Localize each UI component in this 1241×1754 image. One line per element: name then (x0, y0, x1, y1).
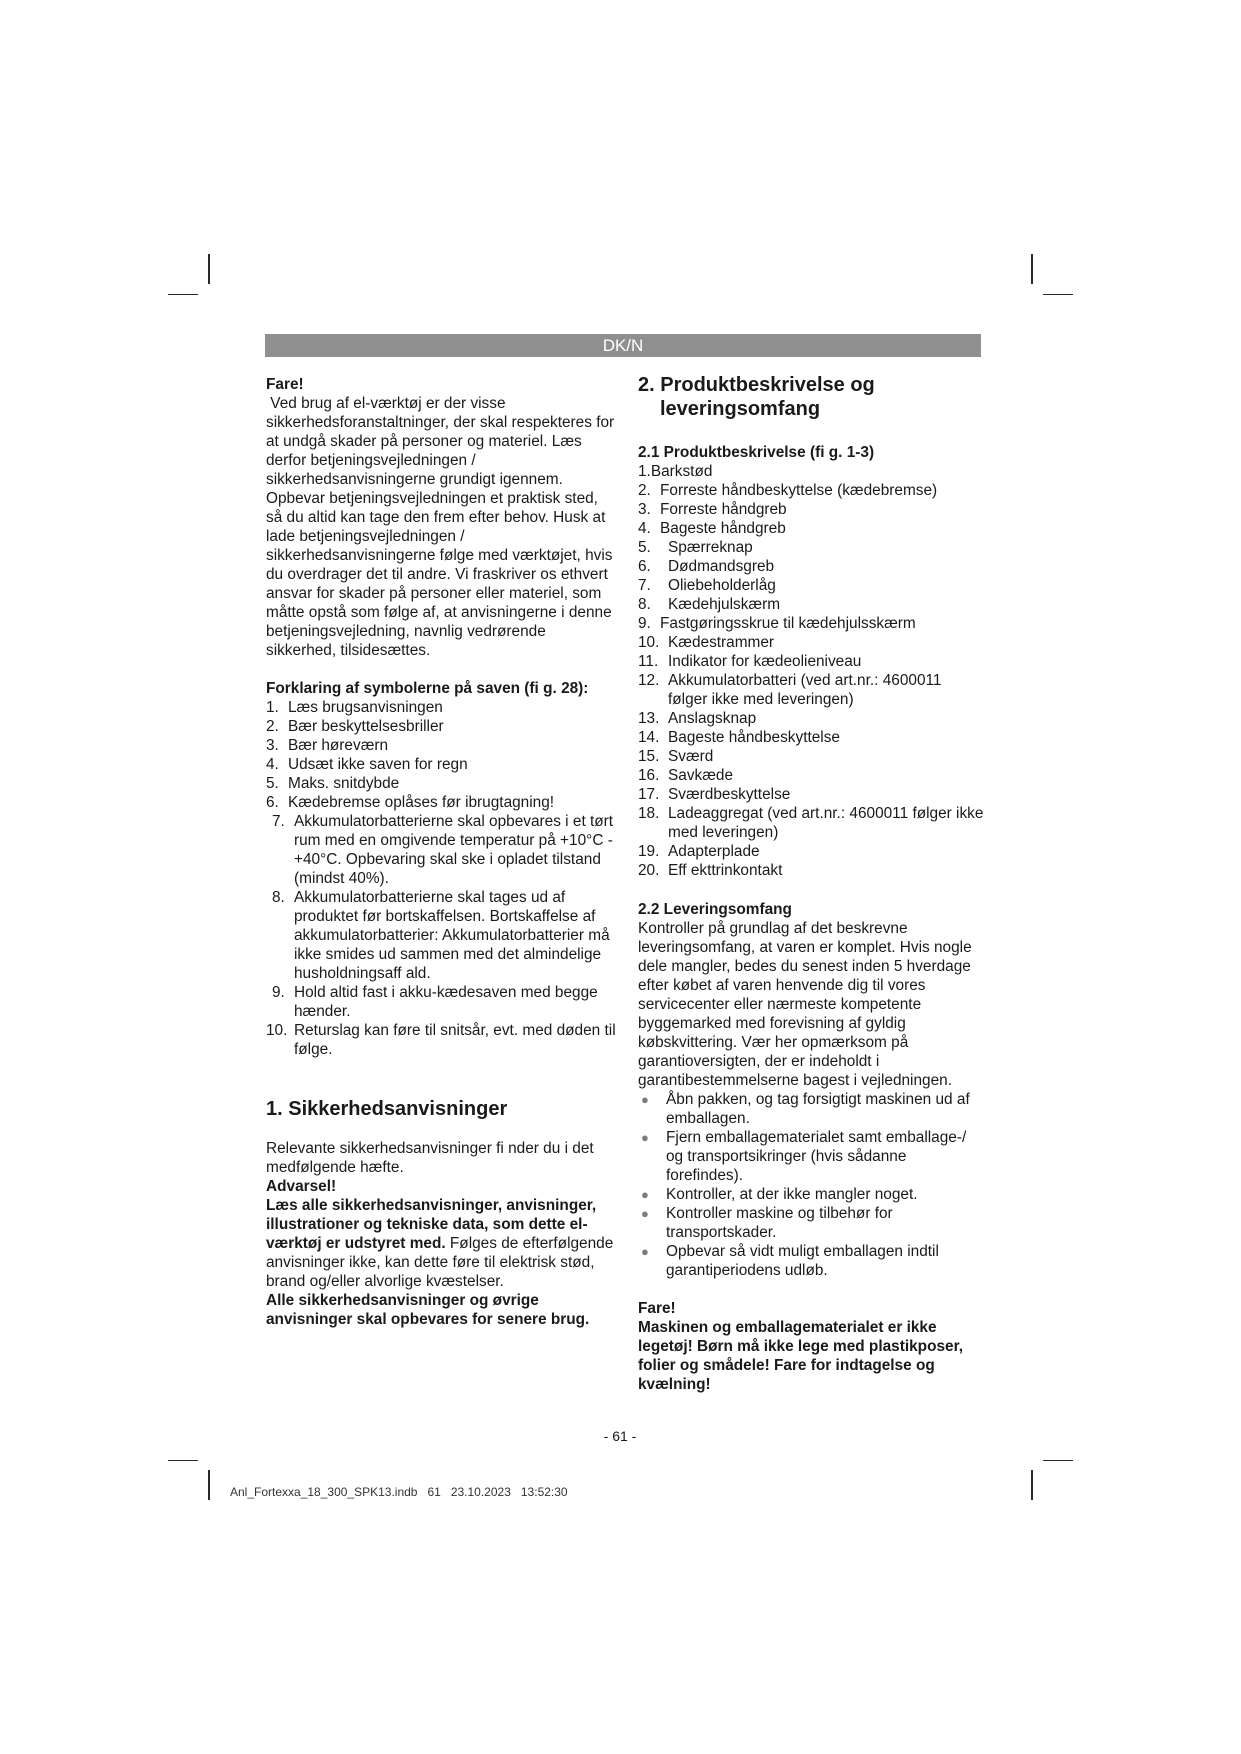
list-item: 8. Akkumulatorbatterierne skal tages ud af produktet før bortskaffelsen. Bortskaffelse af akkumulatorbatterier: Akkumulatorbatterier må ikke smides ud sammen med det almindelige husholdningsaff ald. (272, 889, 610, 982)
section-1-intro: Relevante sikkerhedsanvisninger fi nder du i det medfølgende hæfte. (266, 1140, 594, 1176)
page-number: - 61 - (603, 1428, 637, 1444)
language-header-bar: DK/N (265, 334, 981, 357)
danger-heading-2: Fare! (638, 1300, 676, 1317)
unpacking-steps-list (638, 1090, 984, 1280)
left-column (266, 375, 619, 1329)
danger-heading: Fare! (266, 376, 304, 393)
list-item: 19. Adapterplade (638, 843, 760, 860)
list-item: 10. Returslag kan føre til snitsår, evt. med døden til følge. (266, 1022, 616, 1058)
list-item: 10. Kædestrammer (638, 634, 775, 651)
crop-mark (1031, 254, 1033, 284)
list-item: 2. Forreste håndbeskyttelse (kædebremse) (638, 482, 938, 499)
list-item: 14. Bageste håndbeskyttelse (638, 729, 840, 746)
list-item: 17. Sværdbeskyttelse (638, 786, 791, 803)
warning-paragraph (266, 1196, 616, 1291)
list-item: 11. Indikator for kædeolieniveau (638, 653, 862, 670)
bullet-icon: ● (641, 1187, 649, 1202)
crop-mark (168, 294, 198, 295)
list-item: 16. Savkæde (638, 767, 734, 784)
list-item: 8. Kædehjulskærm (638, 596, 781, 613)
list-item: 20. Eff ekttrinkontakt (638, 862, 783, 879)
danger-paragraph: Ved brug af el-værktøj er der visse sikkerhedsforanstaltninger, der skal respekteres for at undgå skader på personer og materiel. Læs derfor betjeningsvejledningen / sikkerhedsanvisningerne grundigt igennem. Opbevar betjeningsvejledningen et praktisk sted, så du altid kan tage den frem efter behov. Husk at lade betjeningsvejledningen / sikkerhedsanvisningerne følge med værktøjet, hvis du overdrager det til andre. Vi fraskriver os ethvert ansvar for skader på personer eller materiel, som måtte opstå som følge af, at anvisningerne i denne betjeningsvejledning, navnlig vedrørende sikkerhed, tilsidesættes. (266, 395, 619, 659)
list-item: 9. Hold altid fast i akku-kædesaven med begge hænder. (272, 984, 598, 1020)
danger-paragraph-2: Maskinen og emballagematerialet er ikke legetøj! Børn må ikke lege med plastikposer, folier og smådele! Fare for indtagelse og kvælning! (638, 1319, 964, 1393)
list-item: 5. Maks. snitdybde (266, 775, 400, 792)
bullet-icon: ● (641, 1130, 649, 1145)
list-item: 3. Forreste håndgreb (638, 501, 787, 518)
list-item: 1.Barkstød (638, 463, 713, 480)
list-item: 9. Fastgøringsskrue til kædehjulsskærm (638, 615, 916, 632)
list-item: ● Fjern emballagematerialet samt emballage-/ og transportsikringer (hvis sådanne forefindes). (641, 1129, 967, 1184)
list-item: 15. Sværd (638, 748, 714, 765)
print-slug: Anl_Fortexxa_18_300_SPK13.indb 61 23.10.2023 13:52:30 (230, 1485, 568, 1499)
list-item: 1. Læs brugsanvisningen (266, 699, 443, 716)
warning-normal-text: Følges de efterfølgende anvisninger ikke, kan dette føre til elektrisk stød, brand og/eller alvorlige kvæstelser. (266, 1235, 614, 1290)
crop-mark (208, 1470, 210, 1500)
list-item: 7. Akkumulatorbatterierne skal opbevares i et tørt rum med en omgivende temperatur på +10°C - +40°C. Opbevaring skal ske i opladet tilstand (mindst 40%). (272, 813, 614, 887)
crop-mark (208, 254, 210, 284)
list-item: ● Kontroller maskine og tilbehør for transportskader. (641, 1205, 893, 1241)
crop-mark (168, 1460, 198, 1461)
warning-heading: Advarsel! (266, 1178, 337, 1195)
crop-mark (1043, 294, 1073, 295)
list-item: 5. Spærreknap (638, 539, 753, 556)
symbols-heading: Forklaring af symbolerne på saven (fi g. 28): (266, 680, 589, 697)
subsection-2-2-heading: 2.2 Leveringsomfang (638, 901, 792, 918)
symbols-list (266, 698, 616, 1059)
list-item: 13. Anslagsknap (638, 710, 757, 727)
bullet-icon: ● (641, 1206, 649, 1221)
list-item: ● Åbn pakken, og tag forsigtigt maskinen ud af emballagen. (641, 1091, 970, 1127)
warning-bold-text: Læs alle sikkerhedsanvisninger, anvisninger, illustrationer og tekniske data, som dette el-værktøj er udstyret med. (266, 1197, 597, 1252)
right-column (638, 373, 984, 1394)
list-item: 4. Bageste håndgreb (638, 520, 786, 537)
warning-final-note: Alle sikkerhedsanvisninger og øvrige anvisninger skal opbevares for senere brug. (266, 1292, 590, 1328)
list-item: ● Kontroller, at der ikke mangler noget. (641, 1186, 918, 1203)
list-item: 7. Oliebeholderlåg (638, 577, 776, 594)
list-item: 6. Kædebremse oplåses før ibrugtagning! (266, 794, 555, 811)
list-item: 6. Dødmandsgreb (638, 558, 775, 575)
bullet-icon: ● (641, 1092, 649, 1107)
list-item: 2. Bær beskyttelsesbriller (266, 718, 444, 735)
section-1-heading: 1. Sikkerhedsanvisninger (266, 1098, 508, 1120)
list-item: 12. Akkumulatorbatteri (ved art.nr.: 4600011 følger ikke med leveringen) (638, 672, 942, 708)
list-item: 18. Ladeaggregat (ved art.nr.: 4600011 følger ikke med leveringen) (638, 805, 984, 841)
subsection-2-1-heading: 2.1 Produktbeskrivelse (fi g. 1-3) (638, 444, 875, 461)
crop-mark (1031, 1470, 1033, 1500)
crop-mark (1043, 1460, 1073, 1461)
list-item: 4. Udsæt ikke saven for regn (266, 756, 468, 773)
list-item: 3. Bær høreværn (266, 737, 389, 754)
section-2-heading: 2. Produktbeskrivelse og leveringsomfang (638, 374, 875, 420)
list-item: ● Opbevar så vidt muligt emballagen indtil garantiperiodens udløb. (641, 1243, 939, 1279)
delivery-scope-paragraph: Kontroller på grundlag af det beskrevne leveringsomfang, at varen er komplet. Hvis nogle dele mangler, bedes du senest inden 5 hverdage efter købet af varen henvende dig til vores servicecenter eller nærmeste kompetente byggemarked med forevisning af gyldig købskvittering. Vær her opmærksom på garantioversigten, der er indeholdt i garantibestemmelserne bagest i vejledningen. (638, 920, 972, 1089)
parts-list (638, 462, 984, 880)
bullet-icon: ● (641, 1244, 649, 1259)
